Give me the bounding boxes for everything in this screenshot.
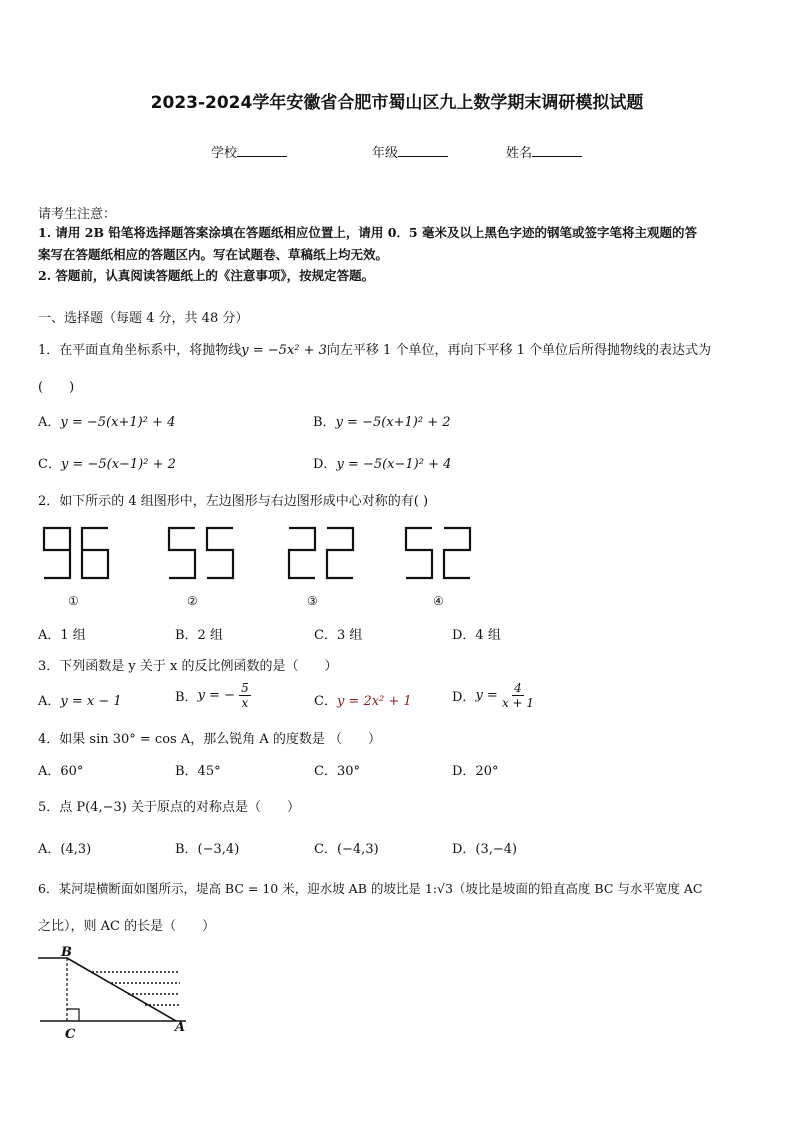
grade-blank bbox=[398, 144, 448, 157]
figure-label-3: ③ bbox=[307, 594, 318, 608]
school-field bbox=[211, 142, 287, 161]
figure-label-2: ② bbox=[187, 594, 198, 608]
q3-option-b: B．y = − $\frac{5}{x}$ bbox=[175, 681, 249, 710]
q2-figures bbox=[38, 522, 488, 584]
q4-option-c: C．30° bbox=[314, 764, 360, 779]
digit-5 bbox=[406, 528, 432, 578]
q3-d-fraction: $\frac{4}{x + 1}$ bbox=[501, 681, 535, 710]
q3-option-a: A．y = x − 1 bbox=[38, 694, 122, 709]
label-b: B bbox=[61, 945, 72, 960]
q2-option-d: D．4 组 bbox=[452, 628, 501, 643]
figure-label-1: ① bbox=[68, 594, 79, 608]
grade-field bbox=[372, 142, 448, 161]
section-1-heading: 一、选择题（每题 4 分，共 48 分） bbox=[38, 311, 249, 326]
q4-option-b: B．45° bbox=[175, 764, 221, 779]
q1-option-b: B．y = −5(x+1)² + 2 bbox=[313, 415, 451, 430]
grade-label: 年级 bbox=[372, 146, 399, 161]
digit-9 bbox=[44, 528, 70, 578]
question-3-stem: 3．下列函数是 y 关于 x 的反比例函数的是（ ） bbox=[38, 659, 338, 674]
question-1-stem bbox=[38, 339, 711, 358]
q3-option-d: D．y = $\frac{4}{x + 1}$ bbox=[452, 681, 535, 710]
name-field bbox=[506, 142, 582, 161]
school-label: 学校 bbox=[211, 146, 238, 161]
right-angle-mark bbox=[67, 1009, 79, 1021]
figure-1 bbox=[44, 528, 108, 578]
q5-option-a: A．(4,3) bbox=[38, 842, 92, 857]
figure-4 bbox=[406, 528, 470, 578]
q5-option-c: C．(−4,3) bbox=[314, 842, 379, 857]
q1-paren: ( ) bbox=[38, 380, 75, 395]
digit-2-right bbox=[327, 528, 353, 578]
question-6-stem-a: 6．某河堤横断面如图所示，堤高 BC = 10 米，迎水坡 AB 的坡比是 1:√3（坡比是坡面的铅直高度 BC 与水平宽度 AC bbox=[38, 881, 703, 896]
q1-stem-a: 1．在平面直角坐标系中，将抛物线 bbox=[38, 343, 242, 358]
q1-option-a: A．y = −5(x+1)² + 4 bbox=[38, 415, 176, 430]
q3-b-fraction: $\frac{5}{x}$ bbox=[241, 681, 249, 710]
page-title: 2023-2024学年安徽省合肥市蜀山区九上数学期末调研模拟试题 bbox=[150, 93, 644, 113]
digit-5-right bbox=[207, 528, 233, 578]
question-2-stem: 2．如下所示的 4 组图形中，左边图形与右边图形成中心对称的有( ) bbox=[38, 494, 429, 509]
label-c: C bbox=[65, 1027, 76, 1042]
slope-ab bbox=[67, 958, 176, 1021]
q2-option-b: B．2 组 bbox=[175, 628, 223, 643]
q2-option-a: A．1 组 bbox=[38, 628, 86, 643]
question-5-stem: 5．点 P(4,−3) 关于原点的对称点是（ ） bbox=[38, 800, 300, 815]
notice-item-1a: 1. 请用 2B 铅笔将选择题答案涂填在答题纸相应位置上，请用 0．5 毫米及以上黑色字迹的钢笔或签字笔将主观题的答 bbox=[38, 225, 697, 240]
notice-item-1b: 案写在答题纸相应的答题区内。写在试题卷、草稿纸上均无效。 bbox=[38, 247, 389, 262]
digit-2 bbox=[444, 528, 470, 578]
figure-2 bbox=[169, 528, 233, 578]
label-a: A bbox=[175, 1020, 186, 1035]
digit-2-left bbox=[289, 528, 315, 578]
notice-heading: 请考生注意： bbox=[38, 207, 117, 222]
name-label: 姓名 bbox=[506, 146, 533, 161]
name-blank bbox=[532, 144, 582, 157]
q5-option-d: D．(3,−4) bbox=[452, 842, 518, 857]
figure-3 bbox=[289, 528, 353, 578]
figure-label-4: ④ bbox=[433, 594, 444, 608]
question-4-stem: 4．如果 sin 30° = cos A，那么锐角 A 的度数是 （ ） bbox=[38, 732, 382, 747]
digit-5-left bbox=[169, 528, 195, 578]
q4-option-a: A．60° bbox=[38, 764, 84, 779]
q1-option-d: D．y = −5(x−1)² + 4 bbox=[313, 457, 452, 472]
q1-expr: y = −5x² + 3 bbox=[241, 343, 327, 358]
school-blank bbox=[237, 144, 287, 157]
question-6-stem-b: 之比），则 AC 的长是（ ） bbox=[38, 919, 216, 934]
digit-6 bbox=[82, 528, 108, 578]
q6-embankment-figure bbox=[36, 944, 196, 1044]
q4-option-d: D．20° bbox=[452, 764, 499, 779]
q3-option-c: C．y = 2x² + 1 bbox=[314, 694, 412, 709]
notice-item-2: 2. 答题前，认真阅读答题纸上的《注意事项》，按规定答题。 bbox=[38, 268, 375, 283]
q5-option-b: B．(−3,4) bbox=[175, 842, 240, 857]
q2-option-c: C．3 组 bbox=[314, 628, 363, 643]
q1-option-c: C．y = −5(x−1)² + 2 bbox=[38, 457, 176, 472]
q1-stem-b: 向左平移 1 个单位，再向下平移 1 个单位后所得抛物线的表达式为 bbox=[326, 343, 711, 358]
